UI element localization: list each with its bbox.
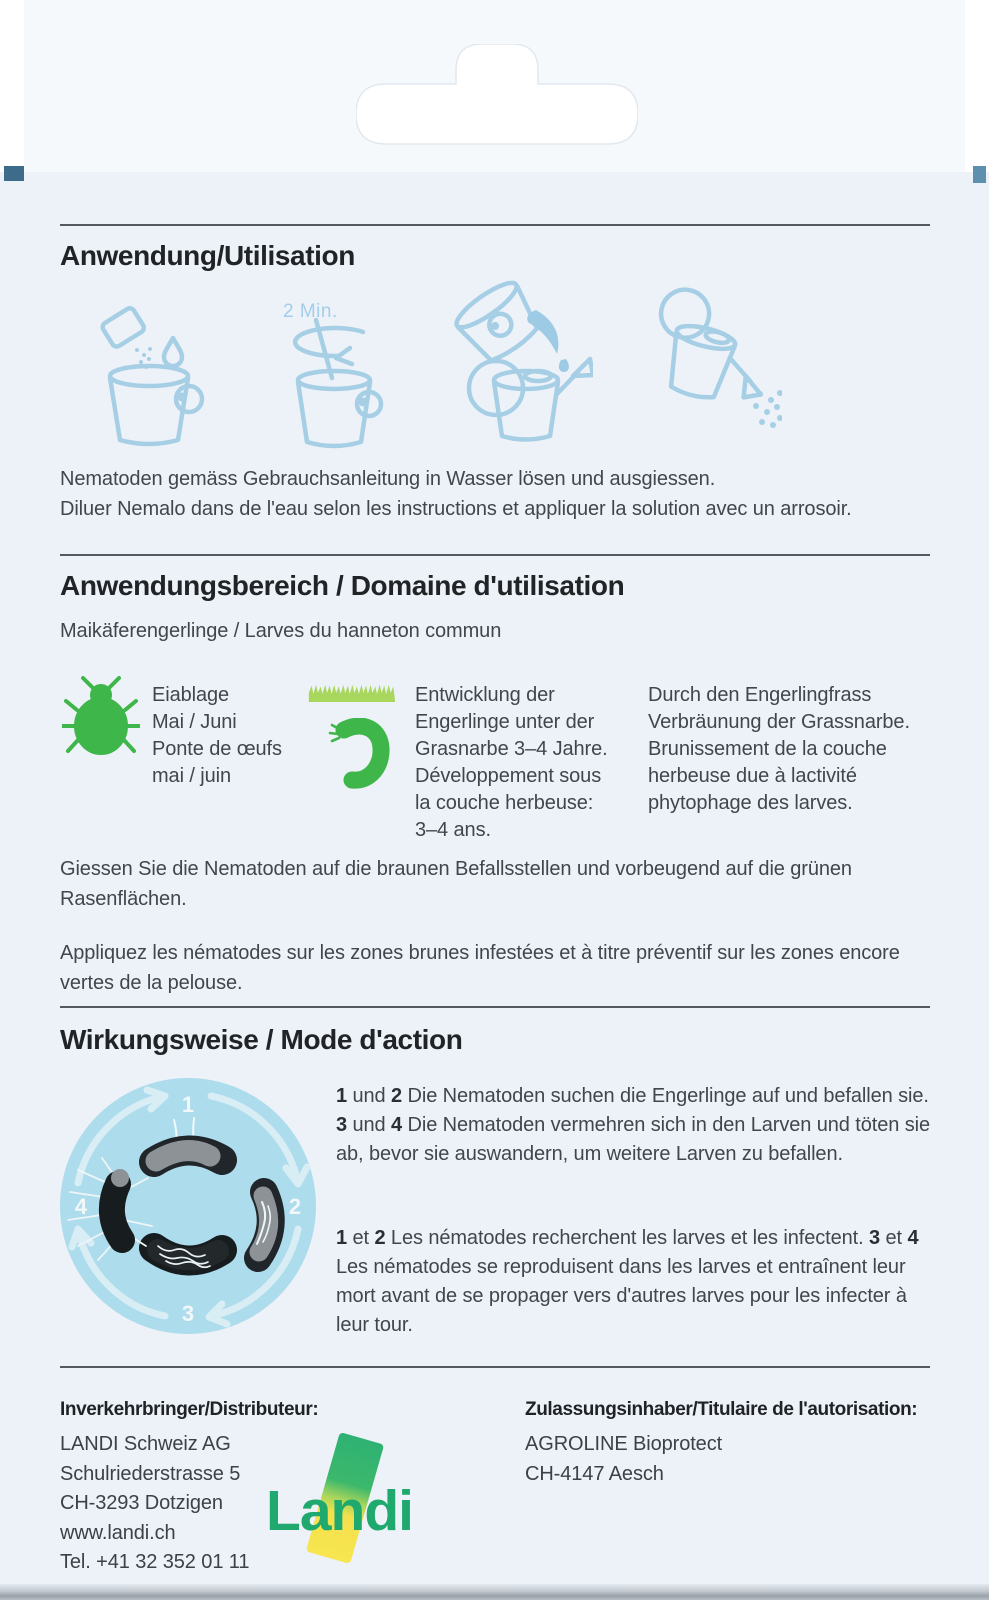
section-title-anwendung: Anwendung/Utilisation	[60, 240, 355, 271]
divider-4	[60, 1366, 930, 1368]
stir-duration-label: 2 Min.	[283, 301, 338, 322]
bereich-text-de: Giessen Sie die Nematoden auf die braunen Befallsstellen und vorbeugend auf die grünen Rasenflächen.	[60, 858, 852, 910]
beetle-icon	[62, 676, 140, 760]
wirkungsweise-text-fr: 1 et 2 Les nématodes recherchent les larves et les infectent. 3 et 4 Les nématodes se reproduisent dans les larves et entraînent leur mort avant de se propager vers d'autres larves pour les infecter à leur tour.	[336, 1227, 919, 1336]
pest-subtitle: Maikäferengerlinge / Larves du hanneton commun	[60, 620, 502, 642]
anwendung-text-de: Nematoden gemäss Gebrauchsanleitung in Wasser lösen und ausgiessen.	[60, 468, 716, 490]
dissolve-sachet-in-bucket-icon	[85, 298, 217, 450]
box-right-edge	[973, 166, 986, 183]
distributor-website: www.landi.ch	[60, 1521, 176, 1544]
grub-icon	[328, 718, 392, 794]
distributor-title: Inverkehrbringer/Distributeur:	[60, 1399, 319, 1420]
landi-logo: Landi	[266, 1479, 413, 1543]
euro-slot-hole	[356, 44, 638, 156]
divider-1	[60, 224, 930, 226]
distributor-phone: Tel. +41 32 352 01 11	[60, 1551, 250, 1573]
wirkungsweise-text-de: 1 und 2 Die Nematoden suchen die Engerlinge auf und befallen sie. 3 und 4 Die Nematoden vermehren sich in den Larven und töten sie ab, bevor sie auswandern, um weitere Larven zu befallen.	[336, 1085, 930, 1165]
col1-text: Eiablage Mai / Juni Ponte de œufs mai / juin	[152, 684, 282, 787]
water-the-lawn-icon	[612, 286, 782, 438]
bereich-text-fr: Appliquez les nématodes sur les zones brunes infestées et à titre préventif sur les zones encore vertes de la pelouse.	[60, 942, 900, 994]
divider-2	[60, 554, 930, 556]
cycle-number-3: 3	[181, 1301, 195, 1326]
divider-3	[60, 1006, 930, 1008]
nematode-life-cycle-diagram	[56, 1074, 320, 1338]
section-title-wirkungsweise: Wirkungsweise / Mode d'action	[60, 1024, 463, 1055]
hang-tab	[24, 0, 965, 172]
cycle-number-1: 1	[181, 1092, 195, 1117]
col3-text: Durch den Engerlingfrass Verbräunung der Grassnarbe. Brunissement de la couche herbeuse due à lactivité phytophage des larves.	[648, 684, 910, 814]
box-left-edge	[4, 166, 24, 181]
grass-icon	[306, 682, 398, 702]
cycle-number-2: 2	[288, 1194, 302, 1219]
cycle-number-4: 4	[74, 1194, 88, 1219]
anwendung-text-fr: Diluer Nemalo dans de l'eau selon les instructions et appliquer la solution avec un arrosoir.	[60, 498, 852, 520]
stir-2-minutes-icon	[268, 316, 400, 452]
box-bottom-edge	[0, 1584, 989, 1600]
section-title-anwendungsbereich: Anwendungsbereich / Domaine d'utilisation	[60, 570, 625, 601]
authorisation-holder-title: Zulassungsinhaber/Titulaire de l'autorisation:	[525, 1399, 918, 1420]
pour-into-watering-can-icon	[418, 268, 593, 453]
distributor-address: LANDI Schweiz AG Schulriederstrasse 5 CH-3293 Dotzigen www.landi.ch Tel. +41 32 352 01 11	[60, 1430, 249, 1578]
authorisation-holder-address: AGROLINE Bioprotect CH-4147 Aesch	[525, 1433, 723, 1485]
col2-text: Entwicklung der Engerlinge unter der Grasnarbe 3–4 Jahre. Développement sous la couche herbeuse: 3–4 ans.	[415, 684, 608, 841]
